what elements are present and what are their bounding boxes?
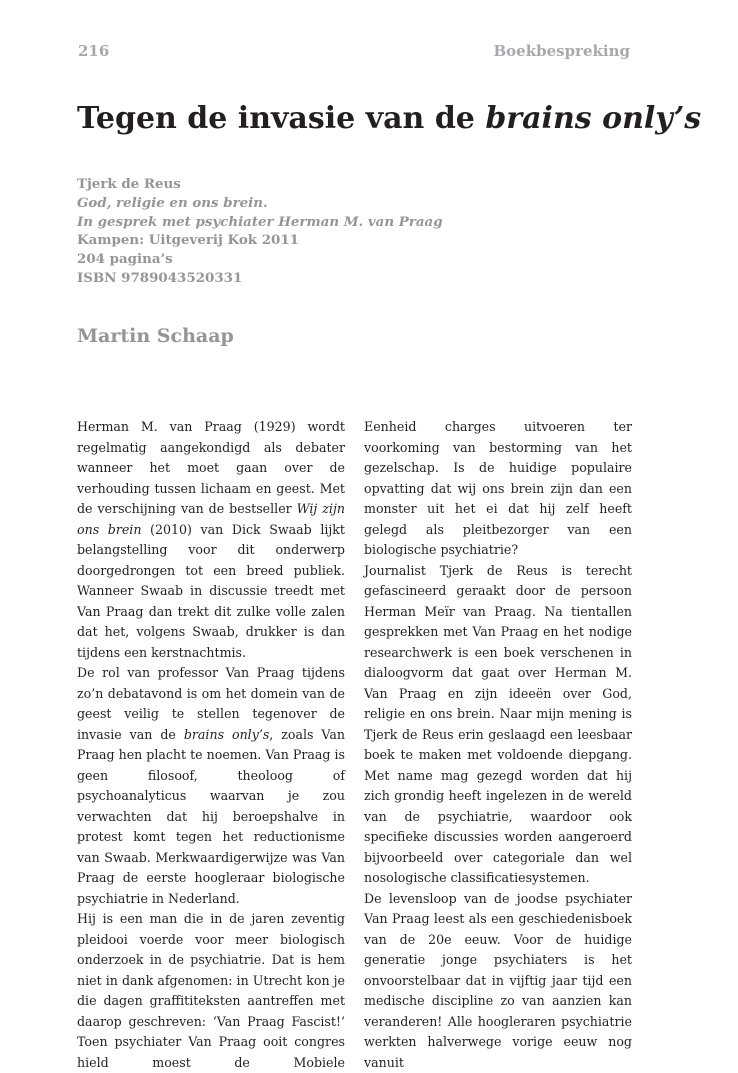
body-column-right [364, 417, 632, 1073]
book-isbn: ISBN 9789043520331 [77, 269, 577, 288]
paragraph: Hij is een man die in de jaren zeventig pleidooi voerde voor meer biologisch onderzoek in de psychiatrie. Dat is hem niet in dank afgenomen: in Utrecht kon je die dagen graffititeksten aantreffen met daarop geschreven: ‘Van Praag Fascist!’ Toen psychiater Van Praag ooit congres hield moest de Mobiele [77, 909, 345, 1073]
book-title-line2: In gesprek met psychiater Herman M. van Praag [77, 213, 577, 232]
book-author: Tjerk de Reus [77, 175, 577, 194]
page-number: 216 [78, 42, 109, 60]
book-info [77, 175, 577, 288]
paragraph: De levensloop van de joodse psychiater Van Praag leest als een geschiedenisboek van de 20e eeuw. Voor de huidige generatie jonge psychiaters is het onvoorstelbaar dat in vijftig jaar tijd een medische discipline zo van aanzien kan veranderen! Alle hoogleraren psychiatrie werkten halverwege vorige eeuw nog vanuit [364, 889, 632, 1073]
book-title-italic: Wij zijn ons brein [77, 501, 345, 537]
paragraph: Eenheid charges uitvoeren ter voorkoming van bestorming van het gezelschap. Is de huidige populaire opvatting dat wij ons brein zijn dan een monster uit het ei dat hij zelf heeft gelegd als pleitbezorger van een biologische psychiatrie? [364, 417, 632, 561]
book-title-line1: God, religie en ons brein. [77, 194, 577, 213]
paragraph: Journalist Tjerk de Reus is terecht gefascineerd geraakt door de persoon Herman Meïr van Praag. Na tientallen gesprekken met Van Praag en het nodige researchwerk is een boek verschenen in dialoogvorm dat gaat over Herman M. Van Praag en zijn ideeën over God, religie en ons brein. Naar mijn mening is Tjerk de Reus erin geslaagd een leesbaar boek te maken met voldoende diepgang. Met name mag gezegd worden dat hij zich grondig heeft ingelezen in de wereld van de psychiatrie, waardoor ook specifieke discussies worden aangeroerd bijvoorbeeld over categoriale dan wel nosologische classificatiesystemen. [364, 561, 632, 889]
paragraph [77, 417, 345, 663]
article-title-main: Tegen de invasie van de [77, 101, 485, 136]
text-run: Herman M. van Praag (1929) wordt regelmatig aangekondigd als debater wanneer het moet gaan over de verhouding tussen lichaam en geest. Met de verschijning van de bestseller [77, 419, 345, 516]
article-title [77, 100, 677, 138]
body-column-left [77, 417, 345, 1073]
paragraph [77, 663, 345, 909]
reviewer-name: Martin Schaap [77, 325, 234, 347]
article-title-italic: brains only’s [485, 101, 701, 136]
term-italic: brains only’s [184, 727, 269, 742]
book-pages: 204 pagina’s [77, 250, 577, 269]
text-run: De rol van professor Van Praag tijdens zo’n debatavond is om het domein van de geest veilig te stellen tegenover de invasie van de [77, 665, 345, 742]
section-title: Boekbespreking [493, 42, 630, 60]
book-publisher: Kampen: Uitgeverij Kok 2011 [77, 231, 577, 250]
running-head [78, 42, 630, 60]
text-run: , zoals Van Praag hen placht te noemen. Van Praag is geen filosoof, theoloog of psychoanalyticus waarvan je zou verwachten dat hij beroepshalve in protest komt tegen het reductionisme van Swaab. Merkwaardigerwijze was Van Praag de eerste hoogleraar biologische psychiatrie in Nederland. [77, 727, 345, 906]
text-run: (2010) van Dick Swaab lijkt belangstelling voor dit onderwerp doorgedrongen tot een breed publiek. Wanneer Swaab in discussie treedt met Van Praag dan trekt dit zulke volle zalen dat het, volgens Swaab, drukker is dan tijdens een kerstnachtmis. [77, 522, 345, 660]
